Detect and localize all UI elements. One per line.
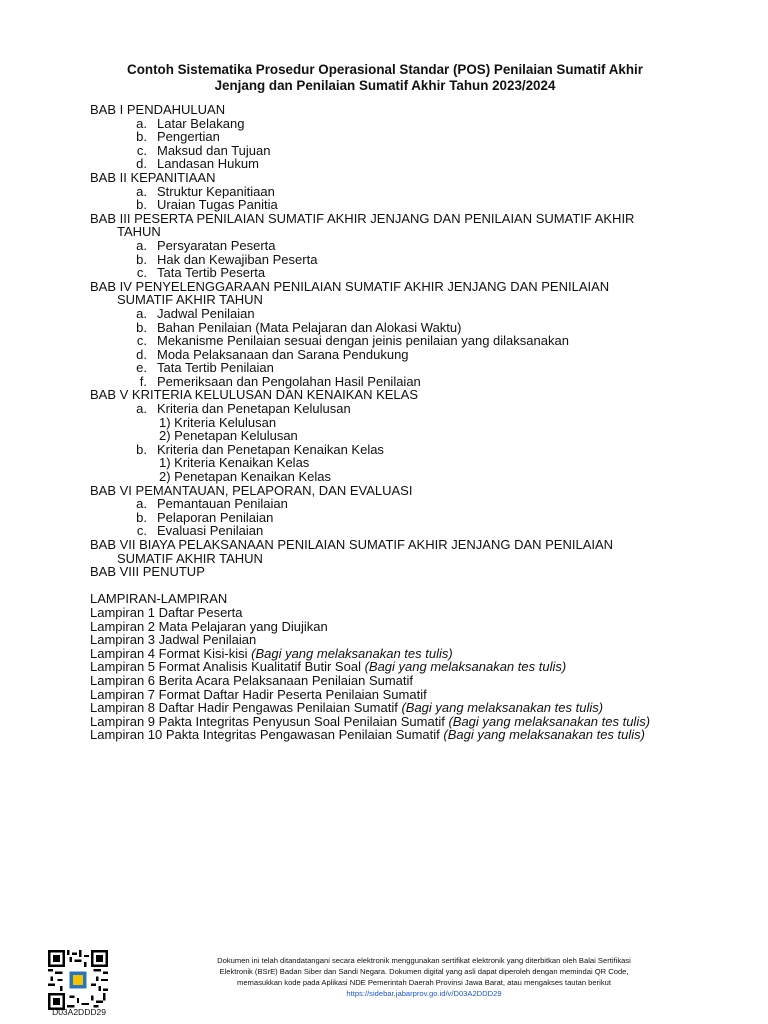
list-marker: a. [136, 237, 147, 253]
list-item-text: Kriteria dan Penetapan Kelulusan [157, 401, 351, 417]
list-marker: e. [136, 360, 147, 376]
bab-6-heading: BAB VI PEMANTAUAN, PELAPORAN, DAN EVALUASI [90, 482, 413, 498]
list-item [90, 443, 730, 457]
list-item-text: Tata Tertib Peserta [157, 265, 266, 281]
list-item [90, 524, 730, 538]
list-item [90, 253, 730, 267]
lampiran-item [90, 633, 730, 647]
list-item [90, 375, 730, 389]
list-item [90, 144, 730, 158]
list-marker: a. [136, 115, 147, 131]
notice-line-2: Elektronik (BSrE) Badan Siber dan Sandi Negara. Dokumen digital yang asli dapat diperoleh dengan memindai QR Code, [219, 967, 629, 976]
list-item-text: Pengertian [157, 129, 220, 145]
list-marker: b. [136, 319, 147, 335]
lampiran-item-note: (Bagi yang melaksanakan tes tulis) [401, 700, 604, 716]
list-marker: b. [136, 129, 147, 145]
lampiran-heading: LAMPIRAN-LAMPIRAN [90, 591, 228, 607]
list-item [90, 117, 730, 131]
list-marker: d. [136, 346, 147, 362]
list-item [90, 307, 730, 321]
list-marker: c. [136, 523, 147, 539]
lampiran-item [90, 688, 730, 702]
title-line-2: Jenjang dan Penilaian Sumatif Akhir Tahun 2023/2024 [214, 78, 556, 93]
verification-link[interactable]: https://sidebar.jabarprov.go.id/v/D03A2DDD29 [346, 989, 502, 998]
bab-3-heading-continued: TAHUN [117, 224, 161, 240]
lampiran-item [90, 701, 730, 715]
list-item-text: Maksud dan Tujuan [157, 142, 271, 158]
list-item [90, 198, 730, 212]
notice-line-1: Dokumen ini telah ditandatangani secara elektronik menggunakan sertifikat elektronik yang diterbitkan oleh Balai Sertifikasi [217, 956, 631, 965]
list-item-text: Hak dan Kewajiban Peserta [157, 251, 318, 267]
list-item [90, 157, 730, 171]
list-item [90, 334, 730, 348]
lampiran-item [90, 660, 730, 674]
e-signature-notice [128, 955, 720, 999]
lampiran-item [90, 606, 730, 620]
lampiran-item-text: Lampiran 8 Daftar Hadir Pengawas Penilaian Sumatif [90, 700, 402, 716]
lampiran-item-text: Lampiran 7 Format Daftar Hadir Peserta Penilaian Sumatif [90, 686, 427, 702]
lampiran-item [90, 647, 730, 661]
list-item [90, 266, 730, 280]
lampiran-item-text: Lampiran 4 Format Kisi-kisi [90, 645, 252, 661]
list-marker: f. [139, 373, 147, 389]
list-marker: a. [136, 305, 147, 321]
lampiran-item-text: Lampiran 10 Pakta Integritas Pengawasan Penilaian Sumatif [90, 727, 444, 743]
lampiran-item-note: (Bagi yang melaksanakan tes tulis) [364, 659, 567, 675]
list-marker: b. [136, 197, 147, 213]
lampiran-item-text: Lampiran 3 Jadwal Penilaian [90, 632, 257, 648]
qr-code-label: D03A2DDD29 [52, 1007, 106, 1017]
lampiran-item-text: Lampiran 1 Daftar Peserta [90, 604, 243, 620]
list-marker: a. [136, 401, 147, 417]
list-item-text: Tata Tertib Penilaian [157, 360, 274, 376]
list-item [90, 321, 730, 335]
sub-list-item: 1) Kriteria Kelulusan [159, 414, 277, 430]
bab-5-heading: BAB V KRITERIA KELULUSAN DAN KENAIKAN KELAS [90, 387, 419, 403]
table-of-contents [90, 103, 730, 742]
bab-4-heading: BAB IV PENYELENGGARAAN PENILAIAN SUMATIF AKHIR JENJANG DAN PENILAIAN [90, 278, 610, 294]
list-marker: a. [136, 496, 147, 512]
title-line-1: Contoh Sistematika Prosedur Operasional Standar (POS) Penilaian Sumatif Akhir [127, 62, 643, 77]
list-item [90, 348, 730, 362]
bab-4-heading-continued: SUMATIF AKHIR TAHUN [117, 292, 263, 308]
list-item-text: Pemantauan Penilaian [157, 496, 288, 512]
list-item-text: Jadwal Penilaian [157, 305, 255, 321]
sub-list-item: 2) Penetapan Kenaikan Kelas [159, 469, 332, 485]
list-item-text: Latar Belakang [157, 115, 245, 131]
sub-list-item: 1) Kriteria Kenaikan Kelas [159, 455, 310, 471]
list-item-text: Kriteria dan Penetapan Kenaikan Kelas [157, 441, 384, 457]
list-item-text: Pemeriksaan dan Pengolahan Hasil Penilaian [157, 373, 421, 389]
lampiran-item-text: Lampiran 2 Mata Pelajaran yang Diujikan [90, 618, 328, 634]
bab-1-heading: BAB I PENDAHULUAN [90, 102, 226, 117]
list-item-text: Landasan Hukum [157, 156, 259, 172]
list-item [90, 130, 730, 144]
document-title [80, 62, 690, 94]
list-marker: b. [136, 509, 147, 525]
sub-list-item: 2) Penetapan Kelulusan [159, 428, 298, 444]
list-item-text: Moda Pelaksanaan dan Sarana Pendukung [157, 346, 409, 362]
spacer [90, 579, 730, 593]
list-item-text: Pelaporan Penilaian [157, 509, 274, 525]
list-marker: d. [136, 156, 147, 172]
qr-code-icon[interactable] [48, 950, 108, 1010]
list-marker: c. [136, 333, 147, 349]
lampiran-item-note: (Bagi yang melaksanakan tes tulis) [443, 727, 645, 743]
lampiran-item [90, 715, 730, 729]
list-marker: c. [136, 142, 147, 158]
list-item [90, 361, 730, 375]
lampiran-item [90, 620, 730, 634]
bab-8-heading: BAB VIII PENUTUP [90, 564, 205, 580]
bab-3-heading: BAB III PESERTA PENILAIAN SUMATIF AKHIR JENJANG DAN PENILAIAN SUMATIF AKHIR [90, 210, 635, 226]
list-item [90, 402, 730, 416]
list-item [90, 239, 730, 253]
list-item-text: Struktur Kepanitiaan [157, 183, 275, 199]
bab-7-heading: BAB VII BIAYA PELAKSANAAN PENILAIAN SUMATIF AKHIR JENJANG DAN PENILAIAN [90, 537, 614, 552]
lampiran-item-text: Lampiran 9 Pakta Integritas Penyusun Soal Penilaian Sumatif [90, 713, 449, 729]
bab-7-heading-continued: SUMATIF AKHIR TAHUN [117, 550, 263, 566]
lampiran-item-text: Lampiran 6 Berita Acara Pelaksanaan Penilaian Sumatif [90, 672, 414, 688]
bab-2-heading: BAB II KEPANITIAAN [90, 169, 216, 185]
list-marker: b. [136, 251, 147, 267]
lampiran-item [90, 728, 730, 742]
list-marker: a. [136, 183, 147, 199]
list-item [90, 497, 730, 511]
lampiran-item-note: (Bagi yang melaksanakan tes tulis) [448, 713, 651, 729]
list-item-text: Persyaratan Peserta [157, 237, 276, 253]
list-item-text: Bahan Penilaian (Mata Pelajaran dan Alokasi Waktu) [157, 319, 462, 335]
lampiran-item-text: Lampiran 5 Format Analisis Kualitatif Butir Soal [90, 659, 365, 675]
list-marker: b. [136, 441, 147, 457]
list-marker: c. [136, 265, 147, 281]
lampiran-item [90, 674, 730, 688]
list-item [90, 185, 730, 199]
list-item-text: Uraian Tugas Panitia [157, 197, 278, 213]
lampiran-item-note: (Bagi yang melaksanakan tes tulis) [251, 645, 453, 661]
list-item [90, 511, 730, 525]
list-item-text: Evaluasi Penilaian [157, 523, 264, 539]
list-item-text: Mekanisme Penilaian sesuai dengan jeinis penilaian yang dilaksanakan [157, 333, 569, 349]
notice-line-3: memasukkan kode pada Aplikasi NDE Pemerintah Daerah Provinsi Jawa Barat, atau mengakses tautan berikut [237, 978, 611, 987]
